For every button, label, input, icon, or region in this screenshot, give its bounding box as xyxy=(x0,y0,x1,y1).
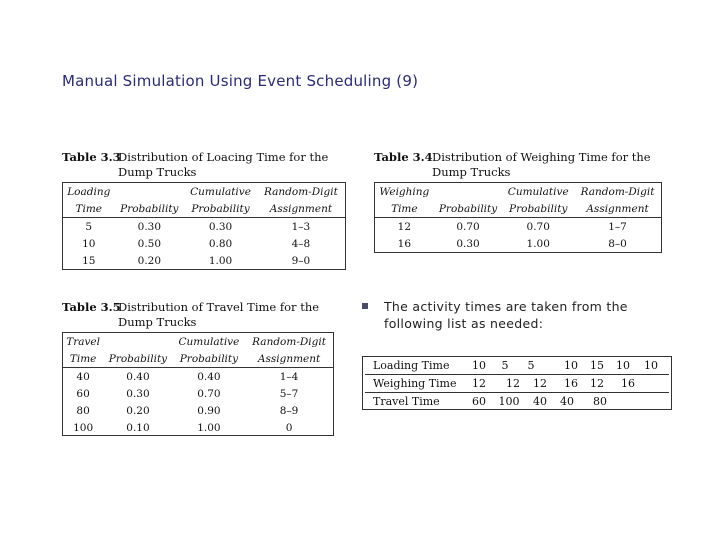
row-label: Weighing Time xyxy=(373,377,457,390)
col-header: Time xyxy=(63,200,115,218)
table-cell: 9–0 xyxy=(291,254,311,267)
table-3-4-frame xyxy=(374,182,662,253)
table-3-5 xyxy=(62,300,334,434)
table-cell: 0.30 xyxy=(137,220,162,233)
table-row xyxy=(363,375,671,392)
table-cell: 0.70 xyxy=(456,220,480,233)
table-3-4 xyxy=(374,150,662,250)
table-3-4-grid xyxy=(375,183,661,252)
col-header: Cumulative xyxy=(190,185,251,198)
row-label: Loading Time xyxy=(373,359,450,372)
col-header: Random-Digit xyxy=(252,335,326,348)
table-cell: 1.00 xyxy=(526,237,550,250)
activity-times-table xyxy=(362,356,672,410)
table-3-4-caption xyxy=(374,150,662,182)
table-cell: 60 xyxy=(472,395,486,408)
bullet-text: The activity times are taken from the following list as needed: xyxy=(384,299,628,331)
col-header: Probability xyxy=(115,200,185,218)
table-3-5-grid xyxy=(63,333,333,436)
table-cell: 0.40 xyxy=(126,370,150,383)
table-row xyxy=(375,235,661,252)
col-header: Probability xyxy=(502,200,574,218)
table-cell: 12 xyxy=(590,377,604,390)
table-3-3-caption xyxy=(62,150,346,182)
table-cell: 5 xyxy=(85,220,93,233)
table-cell: 0.50 xyxy=(137,237,162,250)
col-header: Cumulative xyxy=(178,335,240,348)
table-cell: 1–4 xyxy=(279,370,299,383)
square-bullet-icon xyxy=(362,303,368,309)
col-header: Random-Digit xyxy=(264,185,338,198)
table-cell: 40 xyxy=(533,395,547,408)
table-cell: 0.20 xyxy=(137,254,162,267)
table-cell: 40 xyxy=(560,395,574,408)
table-cell: 60 xyxy=(76,387,90,400)
slide-title: Manual Simulation Using Event Scheduling (9) xyxy=(62,72,419,90)
table-cell: 5 xyxy=(501,359,509,372)
table-3-4-caption-line2: Dump Trucks xyxy=(432,165,511,179)
col-header: Time xyxy=(63,350,103,368)
table-cell: 5–7 xyxy=(279,387,299,400)
table-row xyxy=(63,235,345,252)
table-cell: 0.30 xyxy=(126,387,150,400)
table-cell: 12 xyxy=(506,377,520,390)
table-row xyxy=(63,385,333,402)
table-row xyxy=(375,218,661,236)
col-header: Random-Digit xyxy=(580,185,655,198)
col-header: Probability xyxy=(173,350,245,368)
table-3-5-caption xyxy=(62,300,334,332)
table-3-3-caption-line2: Dump Trucks xyxy=(118,165,197,179)
table-cell: 0.70 xyxy=(197,387,221,400)
table-3-5-frame xyxy=(62,332,334,436)
table-3-3 xyxy=(62,150,346,267)
table-3-5-caption-line1: Distribution of Travel Time for the xyxy=(118,300,320,314)
col-header: Cumulative xyxy=(507,185,569,198)
table-cell: 10 xyxy=(616,359,630,372)
col-header: Assignment xyxy=(257,200,345,218)
table-cell: 12 xyxy=(472,377,486,390)
table-cell: 12 xyxy=(397,220,412,233)
table-cell: 0.20 xyxy=(126,404,150,417)
table-cell: 15 xyxy=(82,254,96,267)
table-cell: 16 xyxy=(621,377,635,390)
table-cell: 80 xyxy=(593,395,607,408)
col-header xyxy=(115,183,185,200)
table-cell: 0.70 xyxy=(526,220,550,233)
col-header: Travel xyxy=(66,335,101,348)
table-cell: 100 xyxy=(73,421,94,434)
table-cell: 8–0 xyxy=(608,237,627,250)
col-header: Probability xyxy=(434,200,503,218)
table-3-4-number: Table 3.4 xyxy=(374,150,433,164)
table-cell: 10 xyxy=(82,237,96,250)
table-3-5-caption-line2: Dump Trucks xyxy=(118,315,197,329)
table-3-3-grid xyxy=(63,183,345,269)
table-cell: 4–8 xyxy=(291,237,311,250)
table-cell: 80 xyxy=(76,404,90,417)
table-cell: 100 xyxy=(498,395,520,408)
table-cell: 10 xyxy=(472,359,486,372)
table-cell: 10 xyxy=(644,359,658,372)
table-cell: 16 xyxy=(564,377,578,390)
table-3-3-caption-line1: Distribution of Loacing Time for the xyxy=(118,150,329,164)
col-header xyxy=(103,333,172,350)
table-3-3-number: Table 3.3 xyxy=(62,150,121,164)
table-cell: 0.80 xyxy=(208,237,233,250)
table-cell: 1–7 xyxy=(608,220,627,233)
table-row xyxy=(63,218,345,236)
table-cell: 0.40 xyxy=(197,370,221,383)
col-header: Assignment xyxy=(574,200,661,218)
table-row xyxy=(363,357,671,374)
table-cell: 40 xyxy=(76,370,90,383)
table-row xyxy=(63,368,333,386)
table-cell: 5 xyxy=(527,359,535,372)
table-row xyxy=(63,419,333,436)
table-cell: 12 xyxy=(533,377,547,390)
table-cell: 0.90 xyxy=(197,404,221,417)
table-row xyxy=(63,252,345,269)
table-cell: 1.00 xyxy=(197,421,221,434)
col-header: Time xyxy=(375,200,434,218)
col-header xyxy=(434,183,503,200)
col-header: Weighing xyxy=(379,185,430,198)
row-label: Travel Time xyxy=(373,395,440,408)
table-cell: 1–3 xyxy=(291,220,311,233)
table-cell: 0 xyxy=(285,421,293,434)
table-cell: 15 xyxy=(590,359,604,372)
table-cell: 8–9 xyxy=(279,404,299,417)
col-header: Probability xyxy=(103,350,172,368)
table-cell: 1.00 xyxy=(208,254,233,267)
table-cell: 0.30 xyxy=(208,220,233,233)
table-3-5-number: Table 3.5 xyxy=(62,300,121,314)
table-3-3-frame xyxy=(62,182,346,270)
table-row xyxy=(363,393,671,410)
col-header: Loading xyxy=(67,185,111,198)
table-cell: 0.30 xyxy=(456,237,480,250)
table-cell: 0.10 xyxy=(126,421,150,434)
table-cell: 16 xyxy=(397,237,412,250)
table-cell: 10 xyxy=(564,359,578,372)
table-3-4-caption-line1: Distribution of Weighing Time for the xyxy=(432,150,651,164)
col-header: Assignment xyxy=(245,350,333,368)
col-header: Probability xyxy=(184,200,257,218)
table-row xyxy=(63,402,333,419)
